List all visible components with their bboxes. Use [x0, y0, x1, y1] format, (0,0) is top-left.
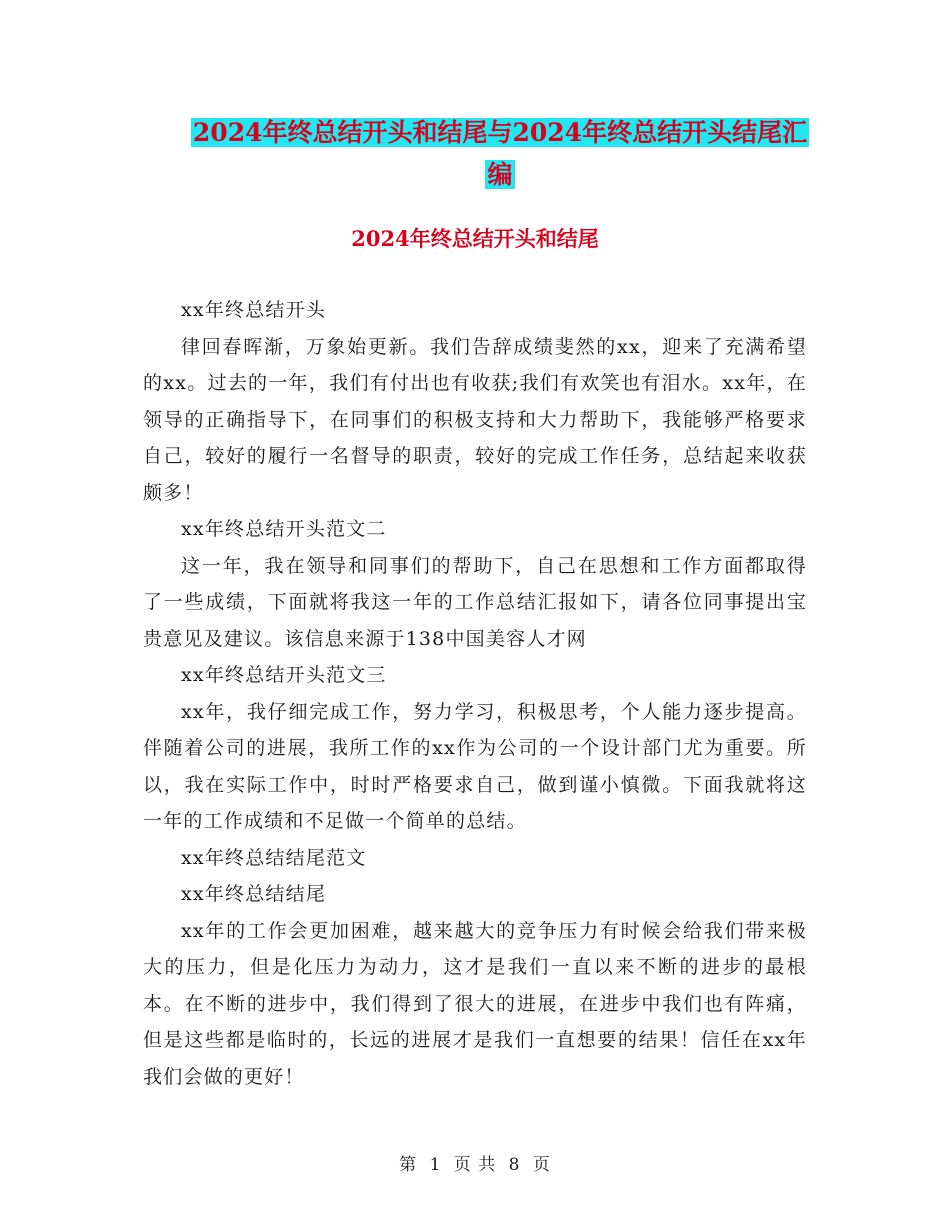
page-footer [0, 1153, 950, 1177]
footer-total-pages: 8 [508, 1155, 521, 1175]
paragraph-heading-ending-sample: xx年终总结结尾范文 [181, 846, 367, 869]
paragraph-opening-3: xx年，我仔细完成工作，努力学习，积极思考，个人能力逐步提高。伴随着公司的进展，我所工作的xx作为公司的一个设计部门尤为重要。所以，我在实际工作中，时时严格要求自己，做到谨小慎微。下面我就将这一年的工作成绩和不足做一个简单的总结。 [143, 700, 807, 832]
footer-middle: 页 共 [453, 1155, 497, 1175]
document-title-line-2: 编 [487, 160, 513, 189]
document-body [143, 292, 807, 1095]
document-title-line-1: 2024年终总结开头和结尾与2024年终总结开头结尾汇 [192, 118, 808, 147]
paragraph-opening-1: 律回春晖渐，万象始更新。我们告辞成绩斐然的xx，迎来了充满希望的xx。过去的一年，我们有付出也有收获;我们有欢笑也有泪水。xx年，在领导的正确指导下，在同事们的积极支持和大力帮助下，我能够严格要求自己，较好的履行一名督导的职责，较好的完成工作任务，总结起来收获颇多！ [143, 335, 807, 504]
paragraph-heading-opening: xx年终总结开头 [181, 299, 327, 321]
footer-page-number: 1 [429, 1155, 442, 1175]
section-title: 2024年终总结开头和结尾 [351, 226, 599, 251]
document-title [140, 112, 860, 196]
footer-suffix: 页 [532, 1155, 551, 1175]
paragraph-ending: xx年的工作会更加困难，越来越大的竞争压力有时候会给我们带来极大的压力，但是化压力为动力，这才是我们一直以来不断的进步的最根本。在不断的进步中，我们得到了很大的进展，在进步中我们也有阵痛，但是这些都是临时的，长远的进展才是我们一直想要的结果！信任在xx年我们会做的更好！ [143, 919, 807, 1088]
paragraph-heading-opening-3: xx年终总结开头范文三 [181, 664, 387, 686]
paragraph-heading-ending: xx年终总结结尾 [181, 883, 327, 905]
paragraph-opening-2: 这一年，我在领导和同事们的帮助下，自己在思想和工作方面都取得了一些成绩，下面就将我这一年的工作总结汇报如下，请各位同事提出宝贵意见及建议。该信息来源于138中国美容人才网 [143, 554, 807, 650]
footer-prefix: 第 [399, 1155, 418, 1175]
paragraph-heading-opening-2: xx年终总结开头范文二 [181, 518, 387, 540]
